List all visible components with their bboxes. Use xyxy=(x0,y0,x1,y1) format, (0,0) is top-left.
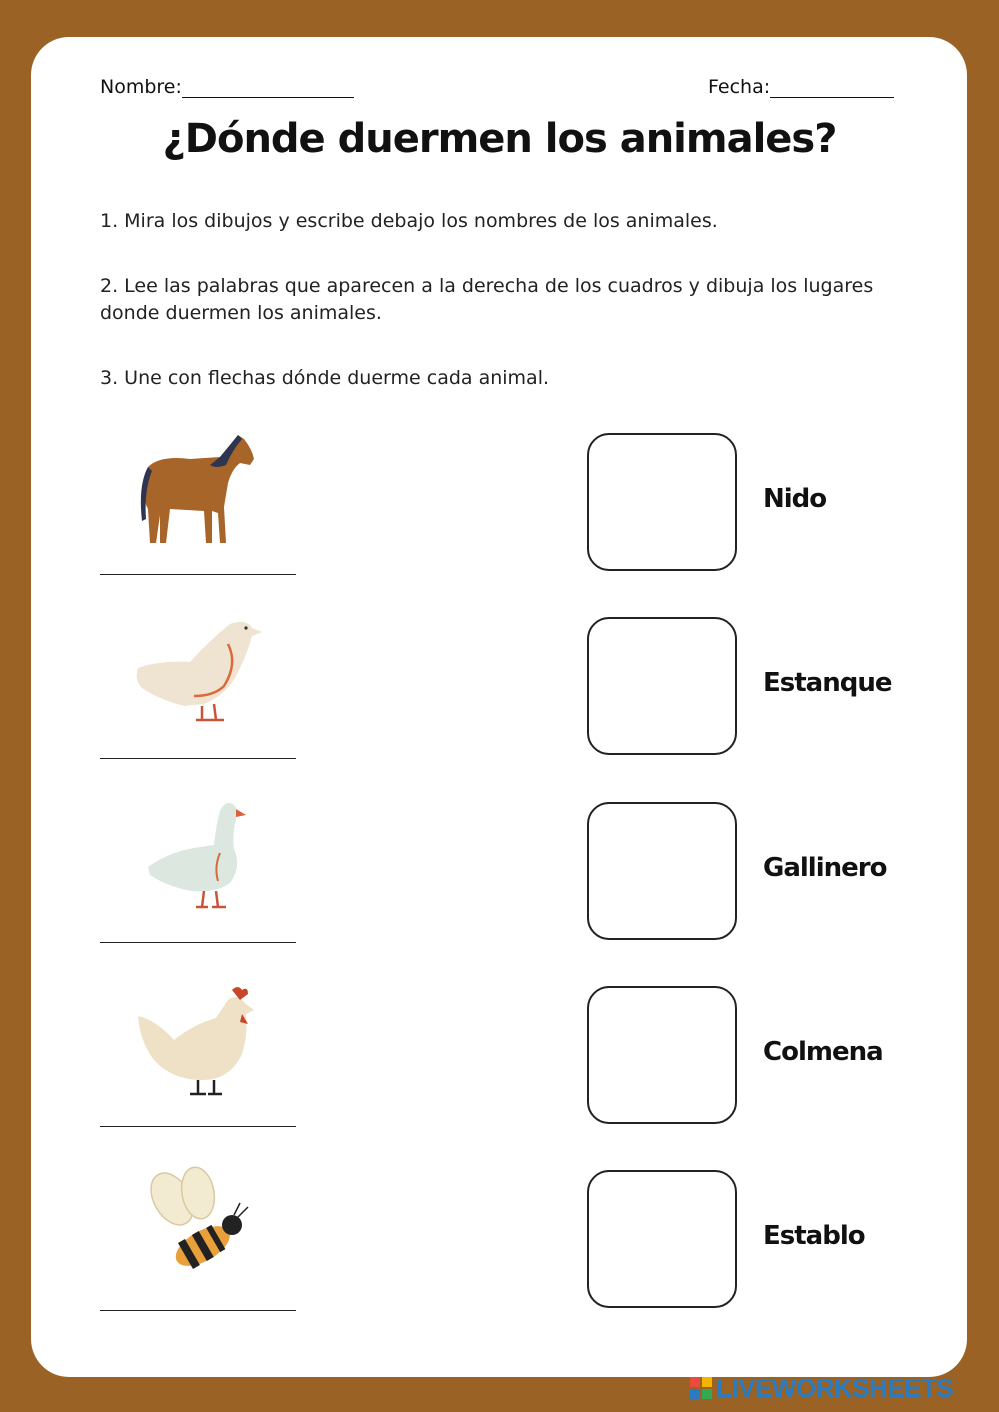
answer-line-1[interactable] xyxy=(100,574,296,575)
hen-icon xyxy=(120,980,280,1110)
instruction-3: 3. Une con flechas dónde duerme cada animal. xyxy=(100,367,550,389)
drawing-box-5[interactable] xyxy=(587,1170,737,1308)
liveworksheets-logo[interactable] xyxy=(690,1372,954,1403)
answer-line-4[interactable] xyxy=(100,1126,296,1127)
horse-icon xyxy=(120,425,280,555)
drawing-box-4[interactable] xyxy=(587,986,737,1124)
answer-line-3[interactable] xyxy=(100,942,296,943)
goose-icon xyxy=(120,795,280,925)
date-label: Fecha: xyxy=(708,76,771,98)
instruction-1: 1. Mira los dibujos y escribe debajo los nombres de los animales. xyxy=(100,210,718,232)
bee-icon xyxy=(120,1163,280,1293)
name-input-line[interactable] xyxy=(182,75,354,98)
place-label-2: Estanque xyxy=(763,668,892,698)
answer-line-2[interactable] xyxy=(100,758,296,759)
place-label-4: Colmena xyxy=(763,1037,883,1067)
place-label-1: Nido xyxy=(763,484,827,514)
liveworksheets-logo-text: LIVEWORKSHEETS xyxy=(716,1372,954,1403)
instruction-2: 2. Lee las palabras que aparecen a la derecha de los cuadros y dibuja los lugares donde duermen los animales. xyxy=(100,275,874,324)
page-title: ¿Dónde duermen los animales? xyxy=(162,116,837,162)
name-field xyxy=(100,75,354,98)
dove-icon xyxy=(120,610,280,740)
drawing-box-2[interactable] xyxy=(587,617,737,755)
place-label-5: Establo xyxy=(763,1221,865,1251)
answer-line-5[interactable] xyxy=(100,1310,296,1311)
drawing-box-1[interactable] xyxy=(587,433,737,571)
date-input-line[interactable] xyxy=(770,75,894,98)
liveworksheets-logo-icon xyxy=(690,1377,712,1399)
place-label-3: Gallinero xyxy=(763,853,887,883)
name-label: Nombre: xyxy=(100,76,182,98)
drawing-box-3[interactable] xyxy=(587,802,737,940)
date-field xyxy=(708,75,894,98)
